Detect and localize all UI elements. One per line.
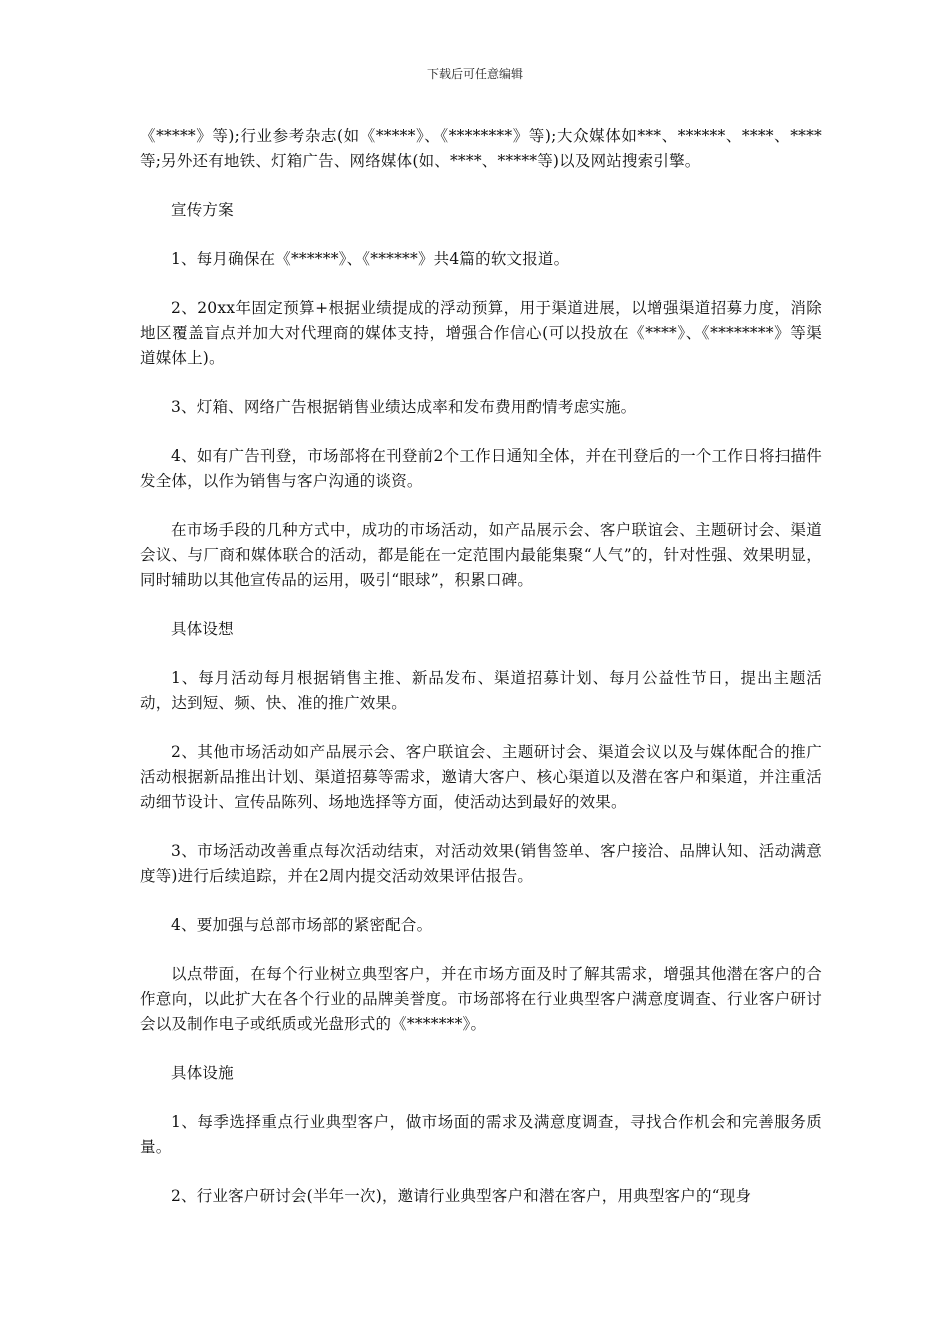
paragraph-ideas-item-3: 3、市场活动改善重点每次活动结束，对活动效果(销售签单、客户接洽、品牌认知、活动满意度等)进行后续追踪，并在2周内提交活动效果评估报告。	[140, 842, 822, 885]
paragraph-market-activities-intro: 在市场手段的几种方式中，成功的市场活动，如产品展示会、客户联谊会、主题研讨会、渠道会议、与厂商和媒体联合的活动，都是能在一定范围内最能集聚“人气”的，针对性强、效果明显，同时辅助以其他宣传品的运用，吸引“眼球”，积累口碑。	[140, 521, 822, 589]
paragraph-measures-item-2: 2、行业客户研讨会(半年一次)，邀请行业典型客户和潜在客户，用典型客户的“现身	[171, 1187, 752, 1205]
paragraph-ideas-item-1: 1、每月活动每月根据销售主推、新品发布、渠道招募计划、每月公益性节日，提出主题活动，达到短、频、快、准的推广效果。	[140, 669, 822, 712]
paragraph-typical-clients-intro: 以点带面，在每个行业树立典型客户，并在市场方面及时了解其需求，增强其他潜在客户的合作意向，以此扩大在各个行业的品牌美誉度。市场部将在行业典型客户满意度调查、行业客户研讨会以及制作电子或纸质或光盘形式的《*******》。	[140, 965, 822, 1033]
paragraph-publicity-item-1: 1、每月确保在《******》、《******》共4篇的软文报道。	[171, 250, 570, 268]
paragraph-publicity-item-3: 3、灯箱、网络广告根据销售业绩达成率和发布费用酌情考虑实施。	[171, 398, 637, 416]
section-heading-concrete-measures: 具体设施	[171, 1064, 234, 1082]
paragraph-measures-item-1: 1、每季选择重点行业典型客户，做市场面的需求及满意度调查，寻找合作机会和完善服务质量。	[140, 1113, 822, 1156]
paragraph-media-list: 《*****》等);行业参考杂志(如《*****》、《********》等);大众媒体如***、******、****、****等;另外还有地铁、灯箱广告、网络媒体(如、****、*****等)以及网站搜索引擎。	[140, 127, 822, 170]
paragraph-publicity-item-4: 4、如有广告刊登，市场部将在刊登前2个工作日通知全体，并在刊登后的一个工作日将扫描件发全体，以作为销售与客户沟通的谈资。	[140, 447, 822, 490]
document-body	[140, 124, 822, 1233]
paragraph-ideas-item-2: 2、其他市场活动如产品展示会、客户联谊会、主题研讨会、渠道会议以及与媒体配合的推广活动根据新品推出计划、渠道招募等需求，邀请大客户、核心渠道以及潜在客户和渠道，并注重活动细节设计、宣传品陈列、场地选择等方面，使活动达到最好的效果。	[140, 743, 822, 811]
page-header: 下载后可任意编辑	[426, 67, 523, 81]
section-heading-publicity-plan: 宣传方案	[171, 201, 234, 219]
paragraph-publicity-item-2: 2、20xx年固定预算+根据业绩提成的浮动预算，用于渠道进展，以增强渠道招募力度，消除地区覆盖盲点并加大对代理商的媒体支持，增强合作信心(可以投放在《****》、《********》等渠道媒体上)。	[140, 299, 822, 367]
section-heading-concrete-ideas: 具体设想	[171, 620, 234, 638]
paragraph-ideas-item-4: 4、要加强与总部市场部的紧密配合。	[171, 916, 433, 934]
